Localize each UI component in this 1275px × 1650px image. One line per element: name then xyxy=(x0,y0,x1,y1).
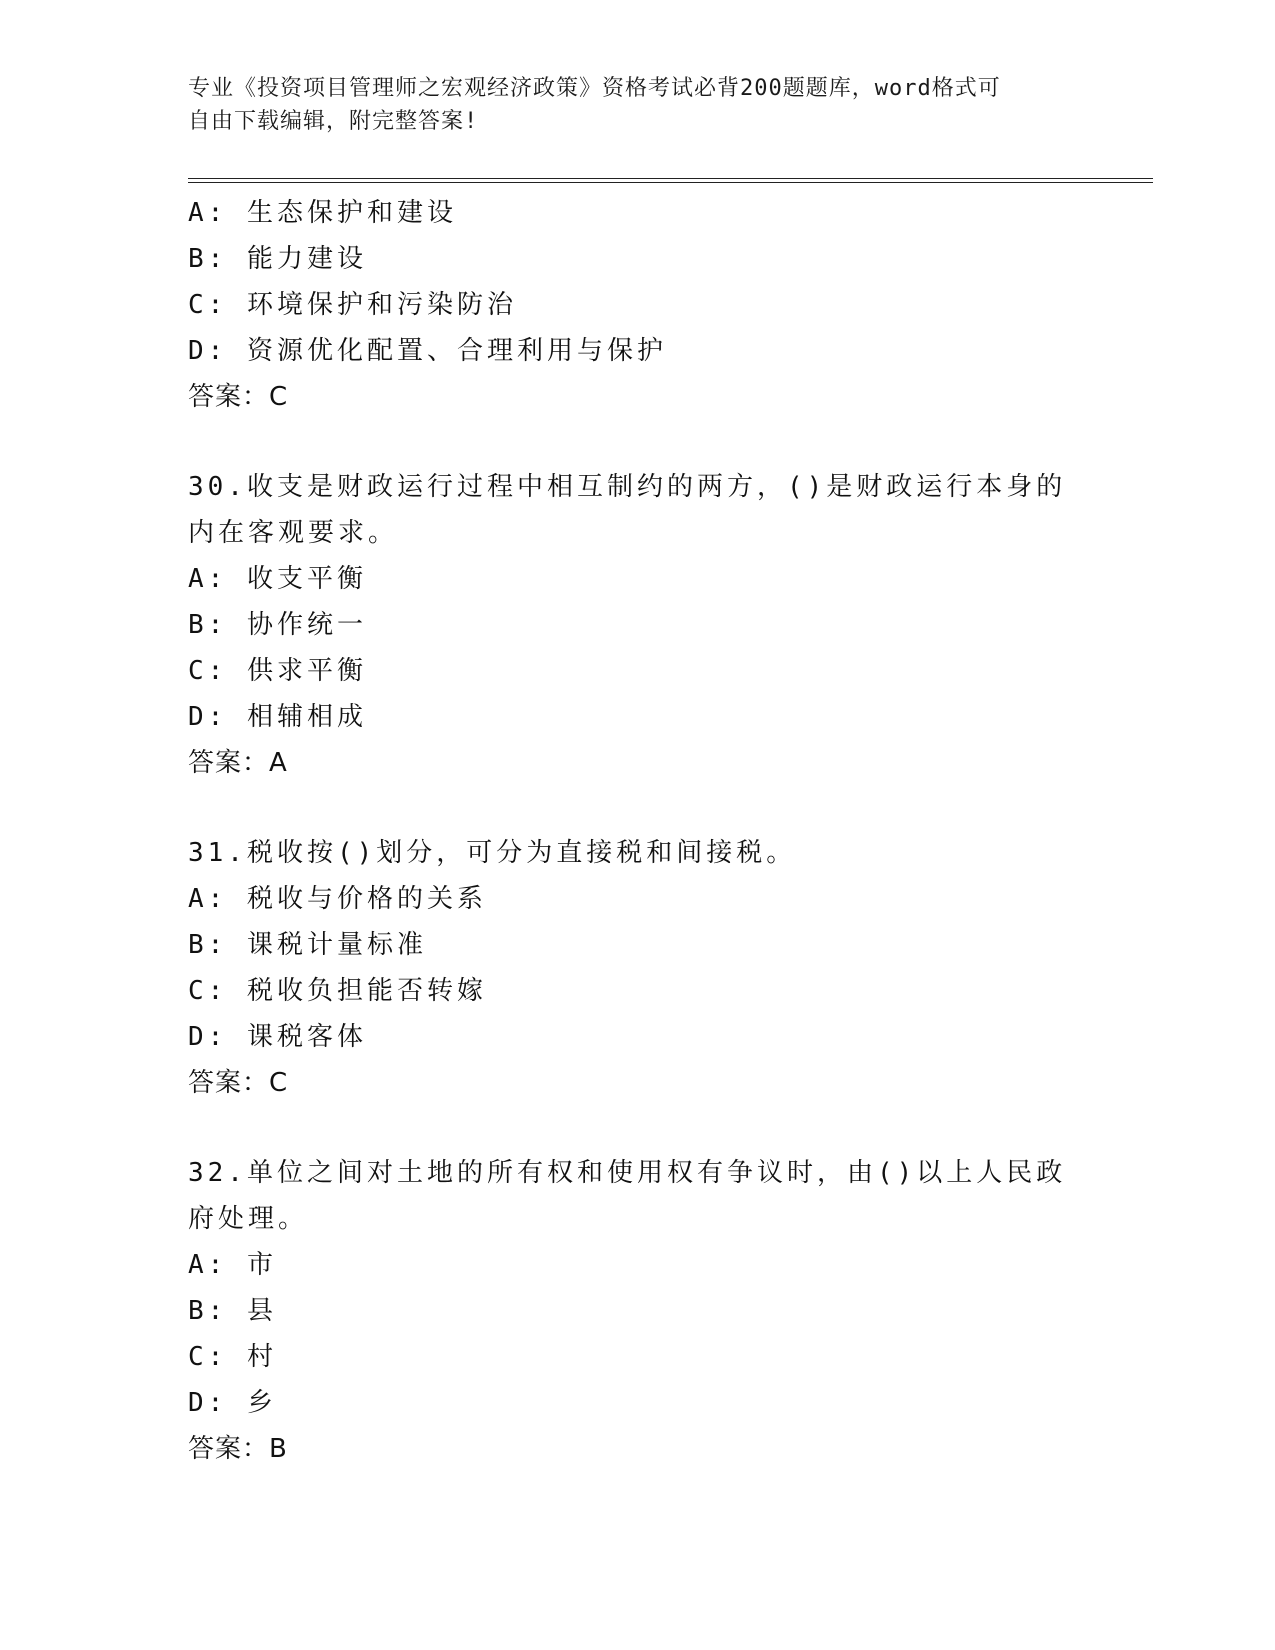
question-list xyxy=(188,190,1088,1516)
option-b: B: 协作统一 xyxy=(188,610,367,640)
option-c: C: 供求平衡 xyxy=(188,656,367,686)
question-block xyxy=(188,830,1088,1106)
header-line-2: 自由下载编辑，附完整答案! xyxy=(188,109,479,134)
option-a: A: 生态保护和建设 xyxy=(188,198,457,228)
option-a: A: 市 xyxy=(188,1250,277,1280)
option-b: B: 课税计量标准 xyxy=(188,930,427,960)
option-d: D: 相辅相成 xyxy=(188,702,367,732)
question-text: 31.税收按()划分，可分为直接税和间接税。 xyxy=(188,838,797,868)
header-line-1: 专业《投资项目管理师之宏观经济政策》资格考试必背200题题库，word格式可 xyxy=(188,76,1001,101)
option-a: A: 税收与价格的关系 xyxy=(188,884,487,914)
document-header xyxy=(188,72,1088,138)
header-divider xyxy=(188,178,1153,183)
option-b: B: 县 xyxy=(188,1296,277,1326)
question-text: 30.收支是财政运行过程中相互制约的两方，()是财政运行本身的内在客观要求。 xyxy=(188,472,1067,548)
question-text: 32.单位之间对土地的所有权和使用权有争议时，由()以上人民政府处理。 xyxy=(188,1158,1067,1234)
option-d: D: 资源优化配置、合理利用与保护 xyxy=(188,336,667,366)
option-d: D: 课税客体 xyxy=(188,1022,367,1052)
answer-text: 答案：C xyxy=(188,382,289,412)
option-c: C: 税收负担能否转嫁 xyxy=(188,976,487,1006)
option-a: A: 收支平衡 xyxy=(188,564,367,594)
question-block xyxy=(188,190,1088,420)
option-b: B: 能力建设 xyxy=(188,244,367,274)
answer-text: 答案：C xyxy=(188,1068,289,1098)
answer-text: 答案：A xyxy=(188,748,288,778)
question-block xyxy=(188,1150,1088,1472)
option-c: C: 村 xyxy=(188,1342,277,1372)
option-c: C: 环境保护和污染防治 xyxy=(188,290,517,320)
option-d: D: 乡 xyxy=(188,1388,277,1418)
question-block xyxy=(188,464,1088,786)
answer-text: 答案：B xyxy=(188,1434,288,1464)
